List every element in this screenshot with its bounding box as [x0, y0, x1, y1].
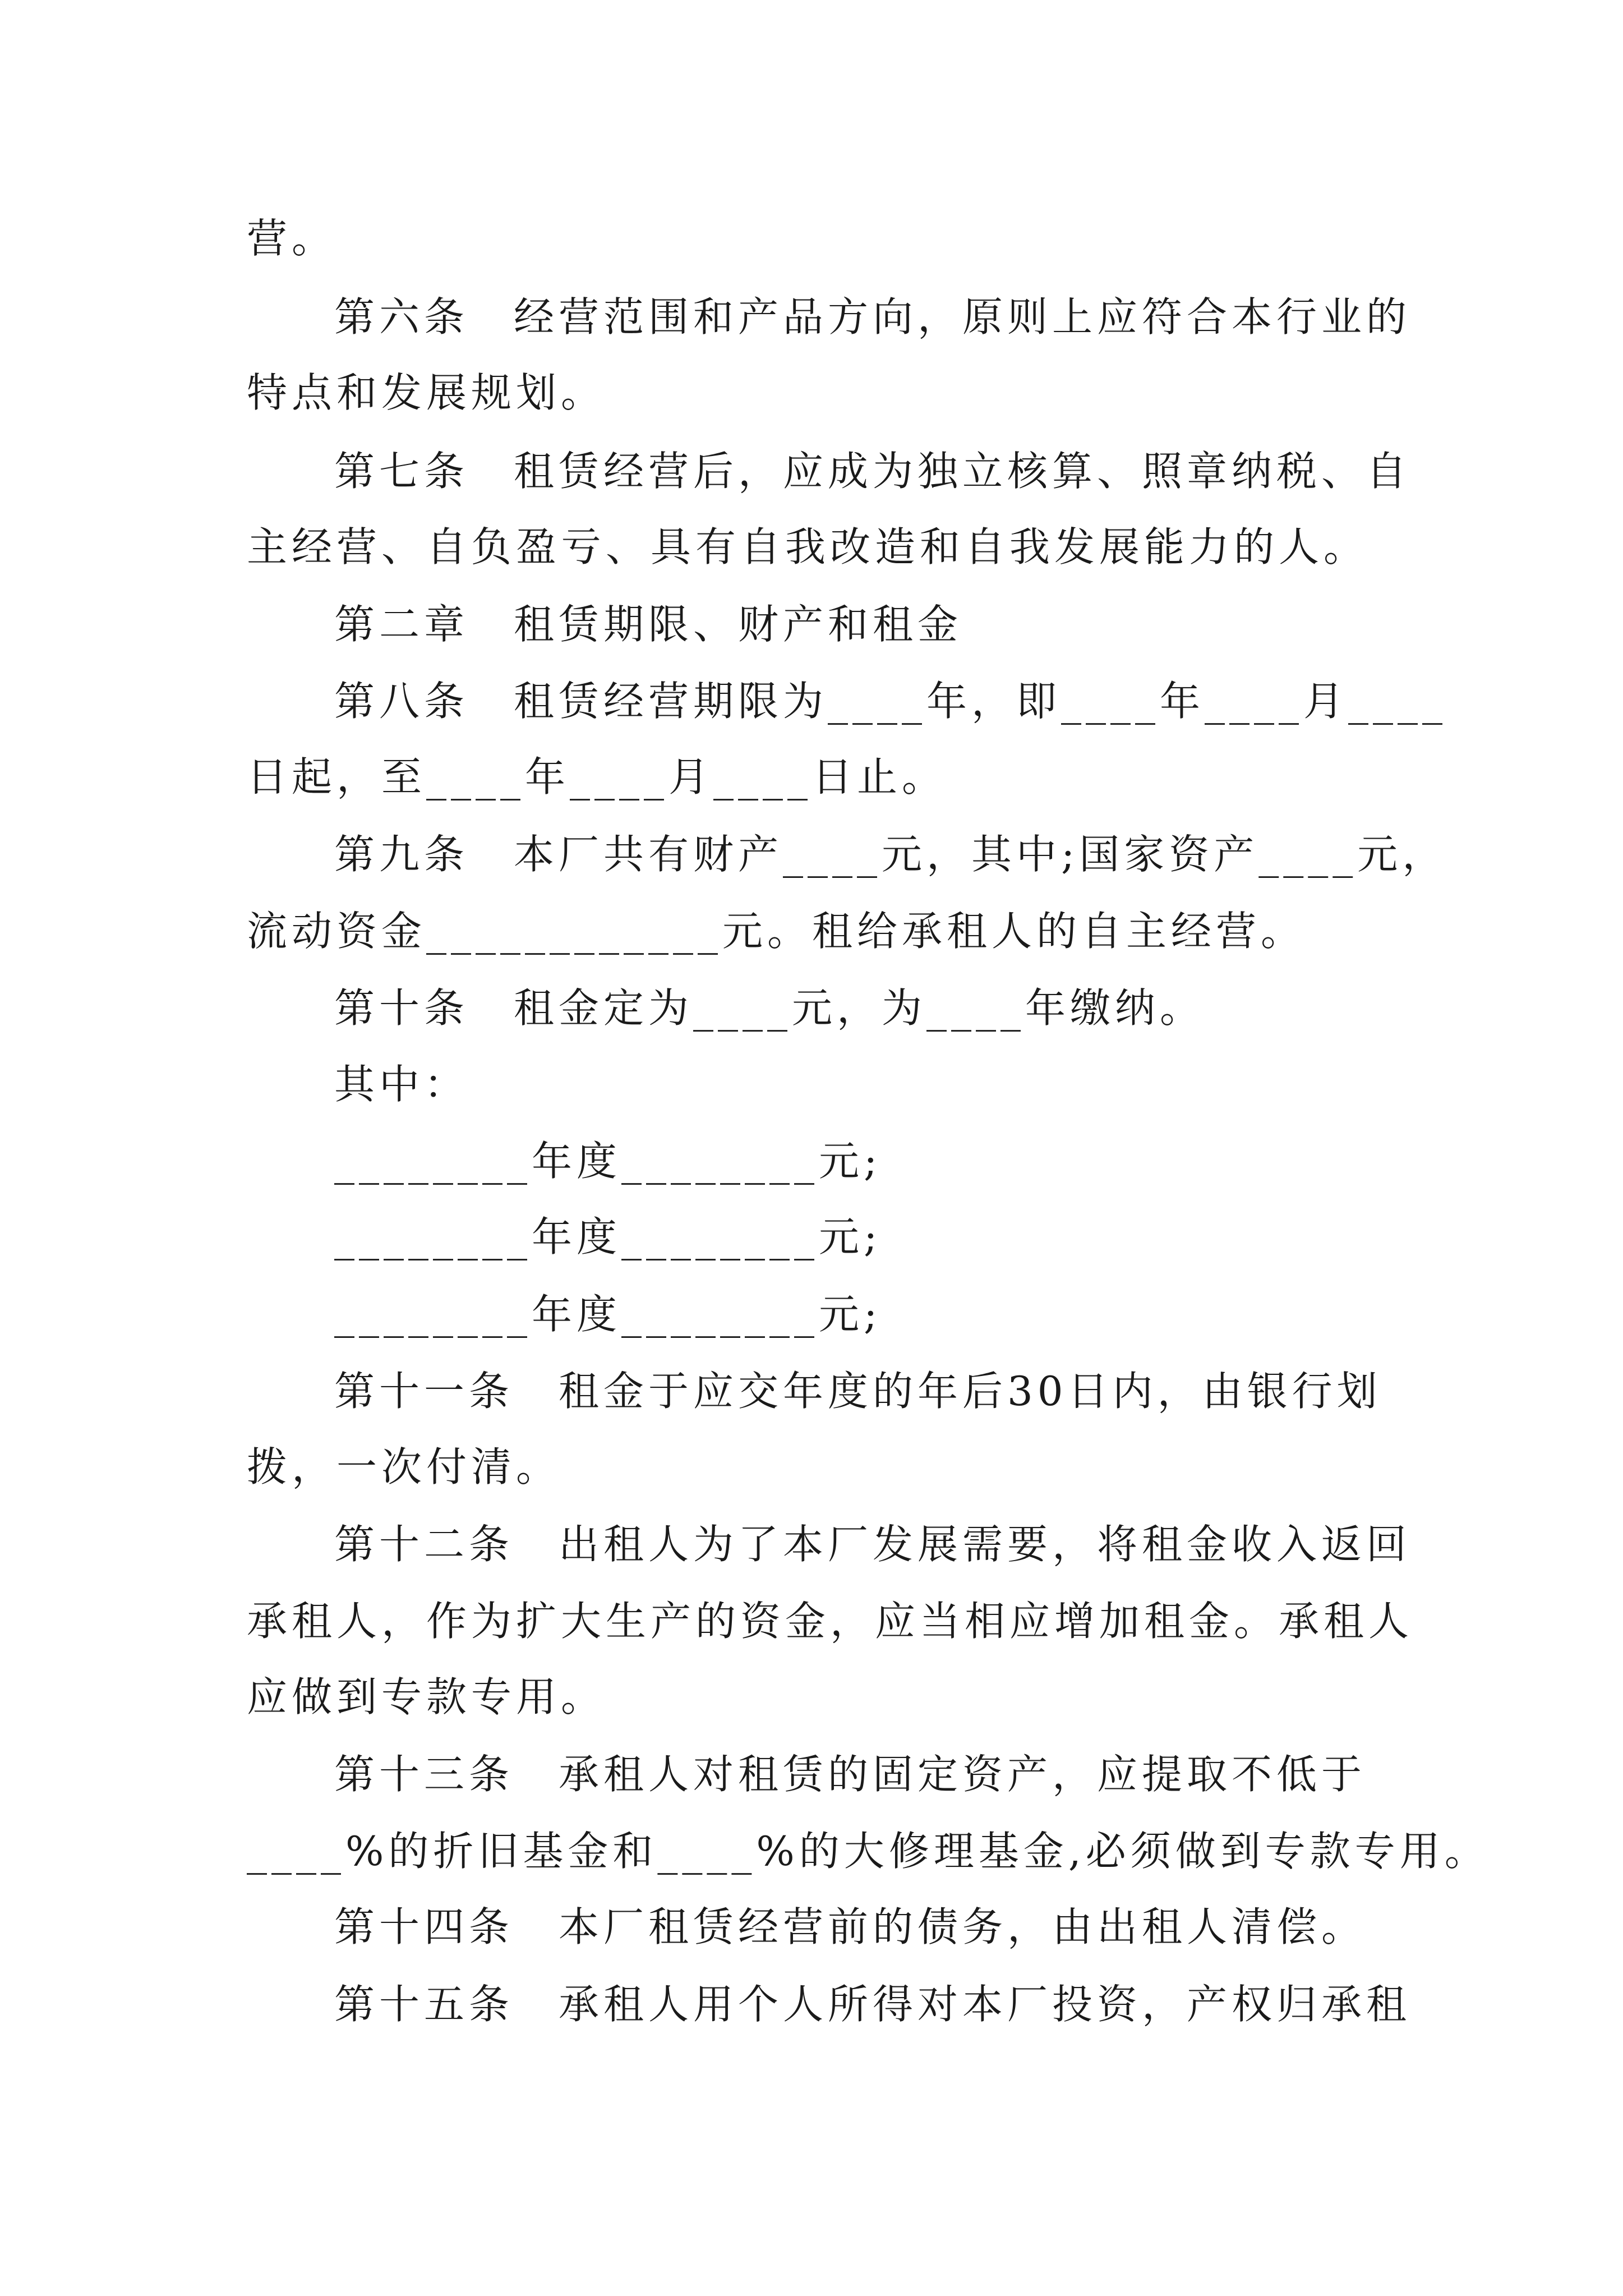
text-line: 第十三条 承租人对租赁的固定资产，应提取不低于	[334, 1751, 1367, 1798]
text-line: 第九条 本厂共有财产____元，其中;国家资产____元，	[334, 831, 1447, 878]
text-line: 第六条 经营范围和产品方向，原则上应符合本行业的	[334, 293, 1412, 341]
text-line: ________年度________元;	[334, 1138, 882, 1185]
text-line: 第八条 租赁经营期限为____年，即____年____月____	[334, 678, 1447, 725]
text-line: 第十二条 出租人为了本厂发展需要，将租金收入返回	[334, 1521, 1412, 1568]
text-line: 第七条 租赁经营后，应成为独立核算、照章纳税、自	[334, 448, 1412, 495]
text-line: 主经营、自负盈亏、具有自我改造和自我发展能力的人。	[247, 523, 1369, 570]
text-line: 流动资金____________元。租给承租人的自主经营。	[247, 908, 1306, 955]
text-line: 应做到专款专用。	[247, 1673, 606, 1720]
text-line: 第十条 租金定为____元，为____年缴纳。	[334, 984, 1205, 1032]
text-line: 第十一条 租金于应交年度的年后30日内，由银行划	[334, 1368, 1382, 1415]
text-line: 特点和发展规划。	[247, 369, 606, 416]
text-line: 拨，一次付清。	[247, 1443, 561, 1490]
text-line: 营。	[247, 215, 337, 262]
text-line: 日起，至____年____月____日止。	[247, 753, 947, 800]
text-line: 承租人，作为扩大生产的资金，应当相应增加租金。承租人	[247, 1598, 1414, 1645]
text-line: 其中：	[334, 1061, 469, 1108]
chapter-heading: 第二章 租赁期限、财产和租金	[334, 601, 963, 648]
text-line: 第十四条 本厂租赁经营前的债务，由出租人清偿。	[334, 1903, 1367, 1950]
text-line: ________年度________元;	[334, 1213, 882, 1260]
text-line: ________年度________元;	[334, 1291, 882, 1338]
text-line: ____%的折旧基金和____%的大修理基金,必须做到专款专用。	[247, 1828, 1490, 1875]
text-line: 第十五条 承租人用个人所得对本厂投资，产权归承租	[334, 1981, 1412, 2028]
